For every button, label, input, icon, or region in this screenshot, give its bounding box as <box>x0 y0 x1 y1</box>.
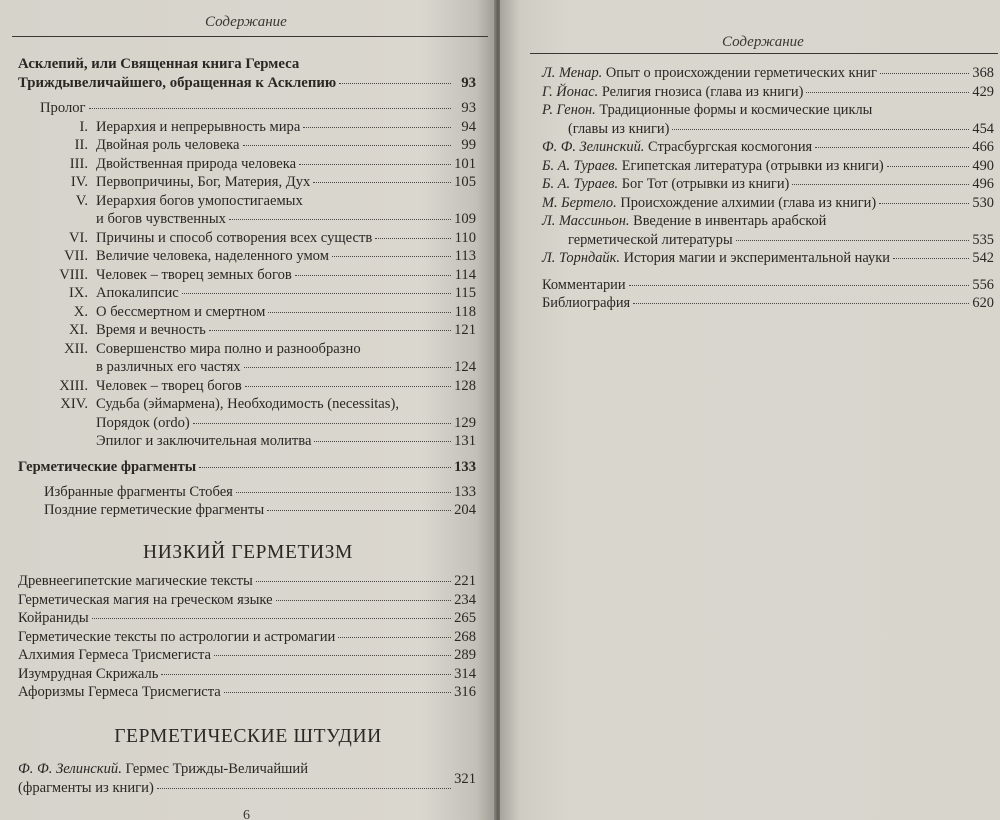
page-number: 6 <box>243 808 250 820</box>
toc-entry: Комментарии 556 <box>542 276 994 293</box>
studies-entries <box>18 760 476 797</box>
right-page <box>500 0 1000 820</box>
toc-entry: XI. Время и вечность 121 <box>68 322 476 338</box>
low-hermetism-entries <box>18 572 476 702</box>
toc-entry: XIV. Судьба (эймармена), Необходимость (necessitas), <box>60 396 399 412</box>
toc-entry: Библиография 620 <box>542 295 994 311</box>
toc-entry: III. Двойственная природа человека 101 <box>69 155 476 172</box>
toc-entry: Алхимия Гермеса Трисмегиста 289 <box>18 647 476 663</box>
toc-entry: Л. Массиньон. Введение в инвентарь арабской <box>542 213 827 229</box>
running-header: Содержание <box>722 34 804 50</box>
toc-entry: IV. Первопричины, Бог, Материя, Дух 105 <box>70 174 476 190</box>
toc-entry: Л. Менар. Опыт о происхождении герметических книг 368 <box>542 65 994 81</box>
toc-entry: Поздние герметические фрагменты 204 <box>44 502 476 518</box>
toc-entry-cont: в различных его частях 124 <box>96 359 476 375</box>
toc-entry: Ф. Ф. Зелинский. Страсбургская космогония 466 <box>542 139 994 155</box>
fragments-title: Герметические фрагменты 133 <box>18 459 476 475</box>
toc-entry: Койраниды 265 <box>18 610 476 626</box>
toc-entry-cont: (фрагменты из книги) 321 <box>18 770 476 796</box>
toc-entry: II. Двойная роль человека 99 <box>74 137 476 153</box>
toc-entry: IX. Апокалипсис 115 <box>68 285 476 301</box>
right-entries <box>542 64 994 313</box>
toc-entry: Эпилог и заключительная молитва 131 <box>96 433 476 449</box>
toc-entry: Г. Йонас. Религия гнозиса (глава из книги) 429 <box>542 83 994 100</box>
toc-entry: Герметическая магия на греческом языке 234 <box>18 591 476 608</box>
section-heading-hermetic-studies: ГЕРМЕТИЧЕСКИЕ ШТУДИИ <box>114 726 382 747</box>
toc-entry: Л. Торндайк. История магии и экспериментальной науки 542 <box>542 250 994 266</box>
toc-entry: Избранные фрагменты Стобея 133 <box>44 483 476 500</box>
toc-entry: Герметические тексты по астрологии и астромагии 268 <box>18 628 476 645</box>
toc-entry-cont: (главы из книги) 454 <box>568 120 994 137</box>
toc-entry: XII. Совершенство мира полно и разнообразно <box>64 340 361 357</box>
toc-entry: VII. Величие человека, наделенного умом 113 <box>64 248 476 264</box>
left-page <box>0 0 496 820</box>
toc-entry: Б. А. Тураев. Бог Тот (отрывки из книги) 496 <box>542 176 994 192</box>
toc-entry: Пролог 93 <box>40 100 476 116</box>
asclepius-entries <box>30 99 476 451</box>
toc-entry: Афоризмы Гермеса Трисмегиста 316 <box>18 684 476 700</box>
running-header: Содержание <box>205 14 287 30</box>
toc-entry: X. О бессмертном и смертном 118 <box>73 303 476 320</box>
toc-entry-cont: герметической литературы 535 <box>568 231 994 248</box>
toc-entry: Ф. Ф. Зелинский. Гермес Трижды-Величайший <box>18 761 309 777</box>
toc-entry: XIII. Человек – творец богов 128 <box>59 377 476 394</box>
toc-entry: Б. А. Тураев. Египетская литература (отрывки из книги) 490 <box>542 157 994 174</box>
toc-entry: I. Иерархия и непрерывность мира 94 <box>79 118 476 135</box>
asclepius-title: Асклепий, или Священная книга Гермеса Триждывеличайшего, обращенная к Асклепию 93 <box>18 56 476 91</box>
toc-entry-cont: Порядок (ordo) 129 <box>96 414 476 431</box>
toc-entry: VI. Причины и способ сотворения всех существ 110 <box>68 229 476 246</box>
section-heading-low-hermetism: НИЗКИЙ ГЕРМЕТИЗМ <box>143 542 353 563</box>
fragments-section <box>18 458 476 520</box>
toc-entry: Изумрудная Скрижаль 314 <box>18 665 476 682</box>
toc-entry: VIII. Человек – творец земных богов 114 <box>59 266 476 283</box>
toc-entry: М. Бертело. Происхождение алхимии (глава из книги) 530 <box>542 194 994 211</box>
toc-entry-cont: и богов чувственных 109 <box>96 211 476 227</box>
toc-entry: Древнеегипетские магические тексты 221 <box>18 573 476 589</box>
toc-entry: Р. Генон. Традиционные формы и космические циклы <box>542 102 873 118</box>
toc-entry: V. Иерархия богов умопостигаемых <box>75 192 303 209</box>
header-rule <box>12 36 488 37</box>
header-rule <box>530 53 998 54</box>
